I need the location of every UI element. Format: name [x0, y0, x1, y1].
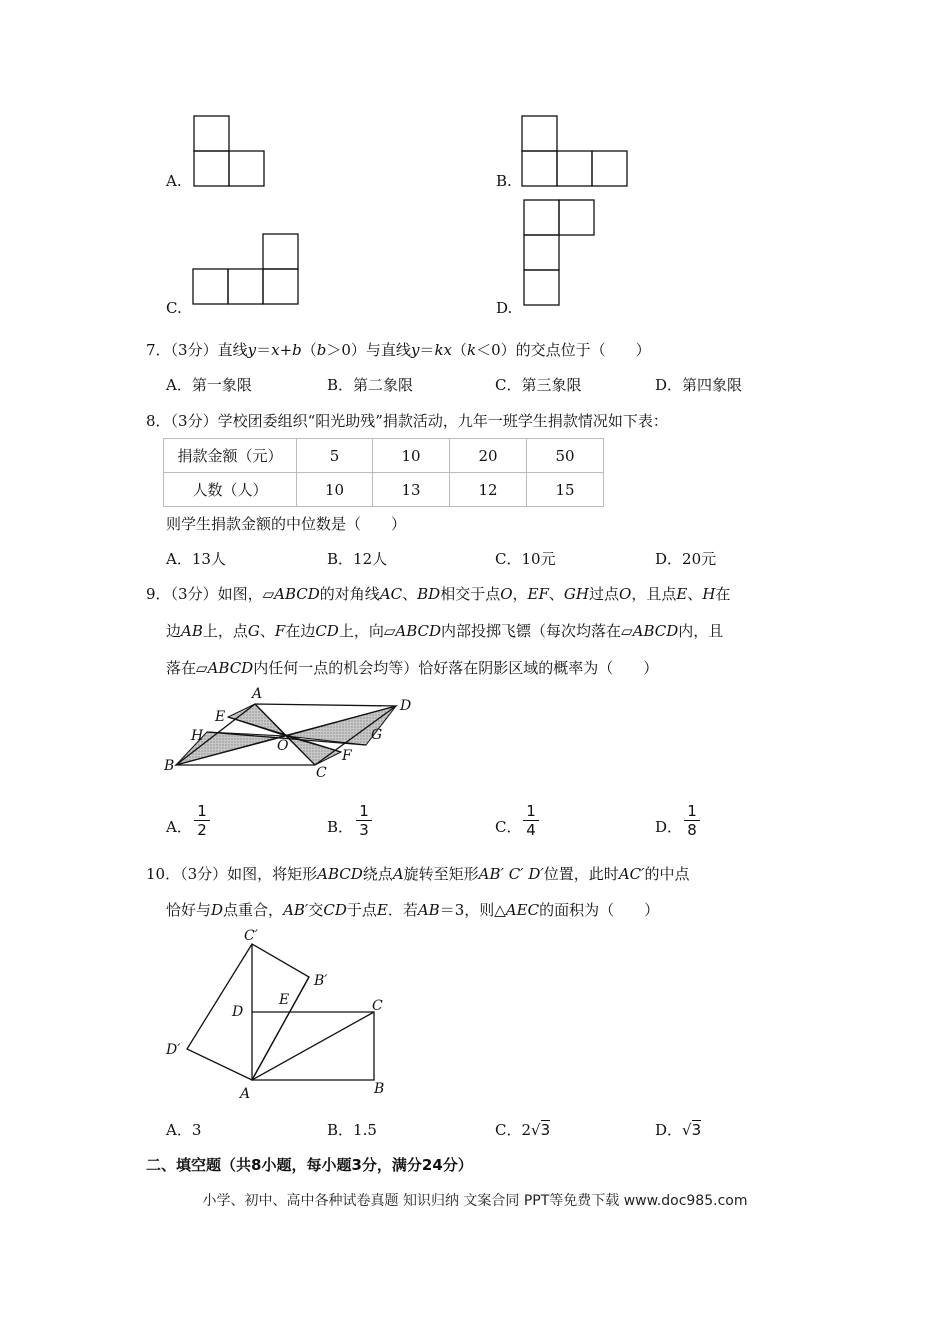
q10-math: ABCD: [317, 865, 363, 883]
q10-number: 10．: [146, 865, 181, 883]
q7-math: b: [316, 341, 327, 359]
q9-text: 相交于点: [440, 585, 501, 603]
q9-number: 9．: [146, 585, 171, 603]
fraction-denominator: 2: [197, 821, 207, 839]
q8-option-d: D．20元: [655, 550, 717, 568]
q10-text: 如图，将矩形: [227, 865, 318, 883]
figure-label-h: H: [191, 728, 204, 744]
q9-option-c-label: C．: [495, 818, 522, 836]
figure-label-c: C: [372, 998, 383, 1014]
q9-option-b-label: B．: [327, 818, 354, 836]
q10-math: CD: [323, 901, 347, 919]
q9-math: EF: [527, 585, 549, 603]
q10-score: （3分）: [180, 865, 228, 883]
q9-score: （3分）: [170, 585, 218, 603]
q9-math: O: [619, 585, 632, 603]
table-header-cell: 捐款金额（元）: [164, 439, 297, 473]
q10-option-c: [495, 1119, 550, 1140]
figure-label-o: O: [277, 738, 289, 754]
q9-text: 边: [166, 622, 182, 640]
option-letter: B．: [327, 1121, 354, 1139]
table-header-cell: 人数（人）: [164, 473, 297, 507]
q9-text: 内部投掷飞镖（每次均落在: [441, 622, 622, 640]
q10-math: AEC: [505, 901, 540, 919]
q10-option-b: [327, 1119, 377, 1140]
table-cell: 13: [373, 473, 450, 507]
radicand: 3: [540, 1121, 551, 1139]
q7-text: （: [452, 341, 468, 359]
option-value: 3: [191, 1121, 202, 1139]
option-letter: C．: [495, 1121, 522, 1139]
q7-text: （: [301, 341, 317, 359]
q10-text: 绕点: [362, 865, 393, 883]
q8-option-c: C．10元: [495, 550, 556, 568]
q8-score: （3分）: [170, 412, 218, 430]
q8-option-a: A．13人: [166, 550, 226, 568]
q6-option-a-label: A.: [166, 172, 182, 190]
q6-option-d-label: D.: [496, 299, 513, 317]
section-2-heading: 二、填空题（共8小题，每小题3分，满分24分）: [146, 1156, 473, 1174]
q9-text: 上，向: [338, 622, 384, 640]
figure-label-d-prime: D′: [166, 1042, 181, 1058]
q10-text: ＝3，则△: [439, 901, 506, 919]
q10-text: 位置，此时: [543, 865, 619, 883]
figure-label-d: D: [400, 698, 412, 714]
q10-text: 旋转至矩形: [403, 865, 479, 883]
q9-text: 、: [402, 585, 418, 603]
table-cell: 15: [527, 473, 604, 507]
footer-text: 小学、初中、高中各种试卷真题 知识归纳 文案合同 PPT等免费下载 www.doc985.com: [202, 1193, 748, 1209]
parallelogram-symbol: ▱: [621, 622, 633, 640]
q10-math: AB: [417, 901, 440, 919]
q10-option-d: [655, 1119, 701, 1140]
q7-text: ＞0）与直线: [326, 341, 411, 359]
q9-math: AB: [181, 622, 203, 640]
q7-option-d: D．第四象限: [655, 376, 743, 394]
radicand: 3: [691, 1121, 702, 1139]
q7-math: ＝: [256, 341, 272, 359]
figure-label-a: A: [240, 1086, 251, 1102]
q10-text: 点重合，: [223, 901, 284, 919]
q10-text: 交: [308, 901, 324, 919]
q7-option-a: A．第一象限: [166, 376, 252, 394]
q8-number: 8．: [146, 412, 171, 430]
q9-math: O: [500, 585, 513, 603]
fraction-numerator: 1: [684, 803, 700, 821]
q7-math: +: [279, 341, 293, 359]
figure-label-g: G: [371, 727, 383, 743]
q9-math: ABCD: [395, 622, 442, 640]
figure-label-b: B: [164, 758, 175, 774]
option-value: 1.5: [353, 1121, 377, 1139]
table-cell: 50: [527, 439, 604, 473]
fraction-denominator: 3: [359, 821, 369, 839]
table-cell: 10: [373, 439, 450, 473]
figure-label-a: A: [252, 686, 263, 702]
q9-math: AC: [379, 585, 403, 603]
q7-math: b: [292, 341, 302, 359]
option-letter: D．: [655, 1121, 683, 1139]
q10-text: ．若: [387, 901, 418, 919]
q10-math: AB′ C′ D′: [478, 865, 544, 883]
table-cell: 5: [297, 439, 373, 473]
q6-option-c-label: C.: [166, 299, 182, 317]
q9-math: GH: [563, 585, 589, 603]
q9-text: 、: [548, 585, 564, 603]
fraction-numerator: 1: [194, 803, 210, 821]
q9-text: 内任何一点的机会均等）恰好落在阴影区域的概率为（ ）: [253, 659, 659, 677]
q10-math: E: [376, 901, 388, 919]
q7-math: k: [467, 341, 477, 359]
q9-math: CD: [315, 622, 339, 640]
table-cell: 10: [297, 473, 373, 507]
q10-text: 的面积为（ ）: [539, 901, 660, 919]
q8-question: 则学生捐款金额的中位数是（ ）: [166, 515, 407, 533]
q9-text: 过点: [589, 585, 620, 603]
sqrt-icon: √: [531, 1121, 541, 1139]
q7-math: y: [410, 341, 420, 359]
q10-math: AC′: [618, 865, 645, 883]
q7-number: 7．: [146, 341, 171, 359]
q10-text: 于点: [346, 901, 377, 919]
q7-text: ＜0）的交点位于（ ）: [476, 341, 651, 359]
q9-text: 、: [259, 622, 275, 640]
figure-label-b: B: [374, 1081, 385, 1097]
q7-math: kx: [434, 341, 452, 359]
q9-option-a-label: A．: [166, 818, 192, 836]
parallelogram-symbol: ▱: [262, 585, 275, 603]
q7-score: （3分）: [170, 341, 218, 359]
sqrt-icon: √: [682, 1121, 692, 1139]
q7-math: ＝: [419, 341, 435, 359]
q7-math: y: [247, 341, 257, 359]
q7-text: 直线: [217, 341, 248, 359]
q9-math: H: [702, 585, 716, 603]
fraction-denominator: 4: [526, 821, 536, 839]
fraction-numerator: 1: [523, 803, 539, 821]
parallelogram-symbol: ▱: [196, 659, 208, 677]
q9-text: 在: [715, 585, 731, 603]
figure-label-d: D: [232, 1004, 244, 1020]
q9-math: ABCD: [274, 585, 320, 603]
q9-text: ，: [512, 585, 528, 603]
table-cell: 12: [450, 473, 527, 507]
q9-text: 如图，: [217, 585, 263, 603]
figure-label-e: E: [279, 992, 290, 1008]
q10-text: 的中点: [644, 865, 690, 883]
q7-math: x: [271, 341, 280, 359]
q9-math: ABCD: [632, 622, 679, 640]
q8-option-b: B．12人: [327, 550, 388, 568]
q9-math: E: [676, 585, 688, 603]
option-letter: A．: [166, 1121, 192, 1139]
fraction-numerator: 1: [356, 803, 372, 821]
q9-text: 、: [687, 585, 703, 603]
q8-text: 学校团委组织“阳光助残”捐款活动，九年一班学生捐款情况如下表：: [217, 412, 668, 430]
fraction-denominator: 8: [687, 821, 697, 839]
q9-text: ，且点: [631, 585, 677, 603]
q10-text: 恰好与: [166, 901, 212, 919]
q9-math: F: [274, 622, 286, 640]
q10-math: D: [211, 901, 224, 919]
q7-option-c: C．第三象限: [495, 376, 582, 394]
table-cell: 20: [450, 439, 527, 473]
q7-option-b: B．第二象限: [327, 376, 414, 394]
q10-math: A: [392, 865, 404, 883]
q9-text: 在边: [285, 622, 316, 640]
q9-option-d-label: D．: [655, 818, 683, 836]
q9-math: ABCD: [207, 659, 254, 677]
q6-option-b-label: B.: [496, 172, 512, 190]
figure-label-e: E: [215, 709, 226, 725]
figure-label-b-prime: B′: [314, 973, 328, 989]
q9-text: 上，点: [202, 622, 248, 640]
q10-option-a: [166, 1119, 201, 1140]
q10-math: AB′: [283, 901, 309, 919]
q9-math: BD: [417, 585, 441, 603]
q9-text: 内，且: [678, 622, 724, 640]
figure-label-c-prime: C′: [244, 928, 258, 944]
option-coefficient: 2: [521, 1121, 532, 1139]
q9-text: 落在: [166, 659, 197, 677]
figure-label-c: C: [316, 765, 327, 781]
q9-text: 的对角线: [319, 585, 380, 603]
q9-math: G: [247, 622, 260, 640]
parallelogram-symbol: ▱: [383, 622, 396, 640]
figure-label-f: F: [342, 748, 352, 764]
